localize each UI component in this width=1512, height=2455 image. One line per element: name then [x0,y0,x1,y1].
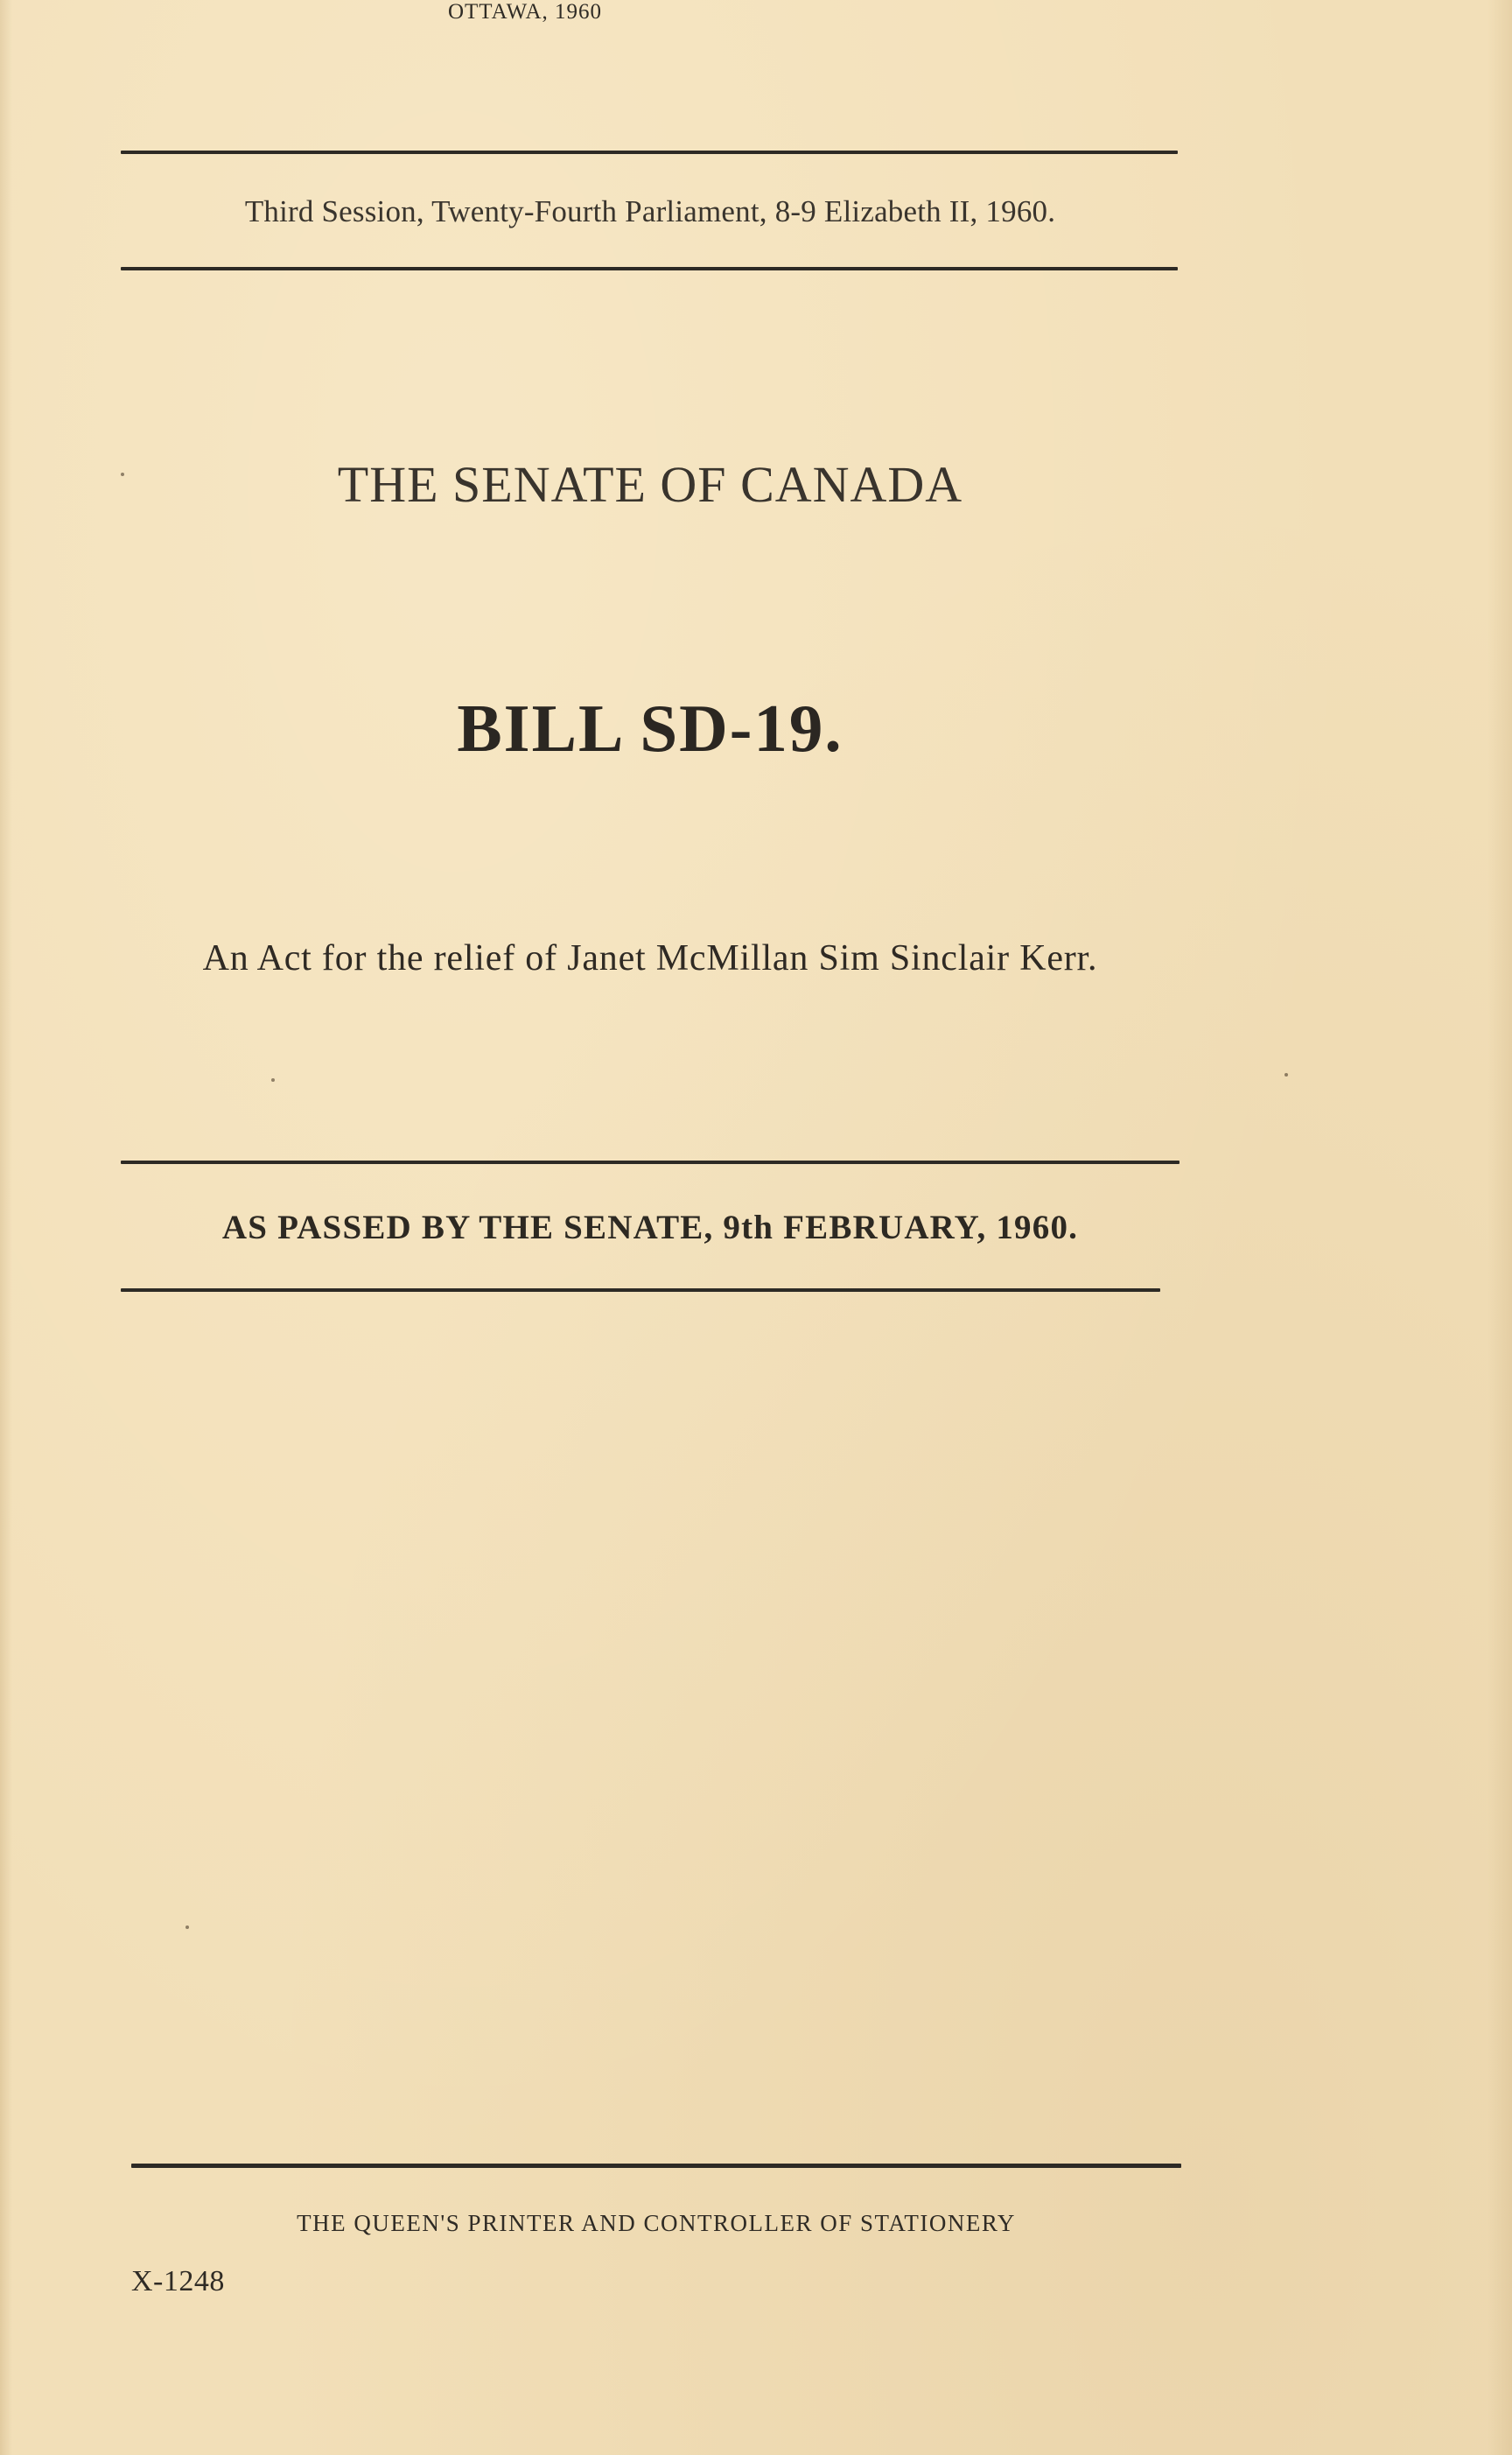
status-bottom-rule [121,1288,1160,1292]
status-top-rule [121,1161,1180,1164]
session-line: Third Session, Twenty-Fourth Parliament, 8-9 Elizabeth II, 1960. [244,194,1056,228]
bill-description: An Act for the relief of Janet McMillan Sim Sinclair Kerr. [202,938,1098,978]
footer-rule [131,2164,1181,2168]
top-rule [121,151,1178,154]
paper-speck [186,1925,189,1929]
paper-speck [1284,1073,1288,1077]
place-year-line: OTTAWA, 1960 [447,0,603,24]
header-bottom-rule [121,267,1178,270]
document-code: X-1248 [131,2265,225,2297]
senate-heading: THE SENATE OF CANADA [337,456,963,513]
passage-status: AS PASSED BY THE SENATE, 9th FEBRUARY, 1960. [221,1209,1079,1246]
paper-speck [271,1078,275,1082]
paper-speck [121,473,124,476]
printer-line: THE QUEEN'S PRINTER AND CONTROLLER OF STATIONERY [297,2210,1016,2236]
bill-number: BILL SD-19. [457,691,844,766]
